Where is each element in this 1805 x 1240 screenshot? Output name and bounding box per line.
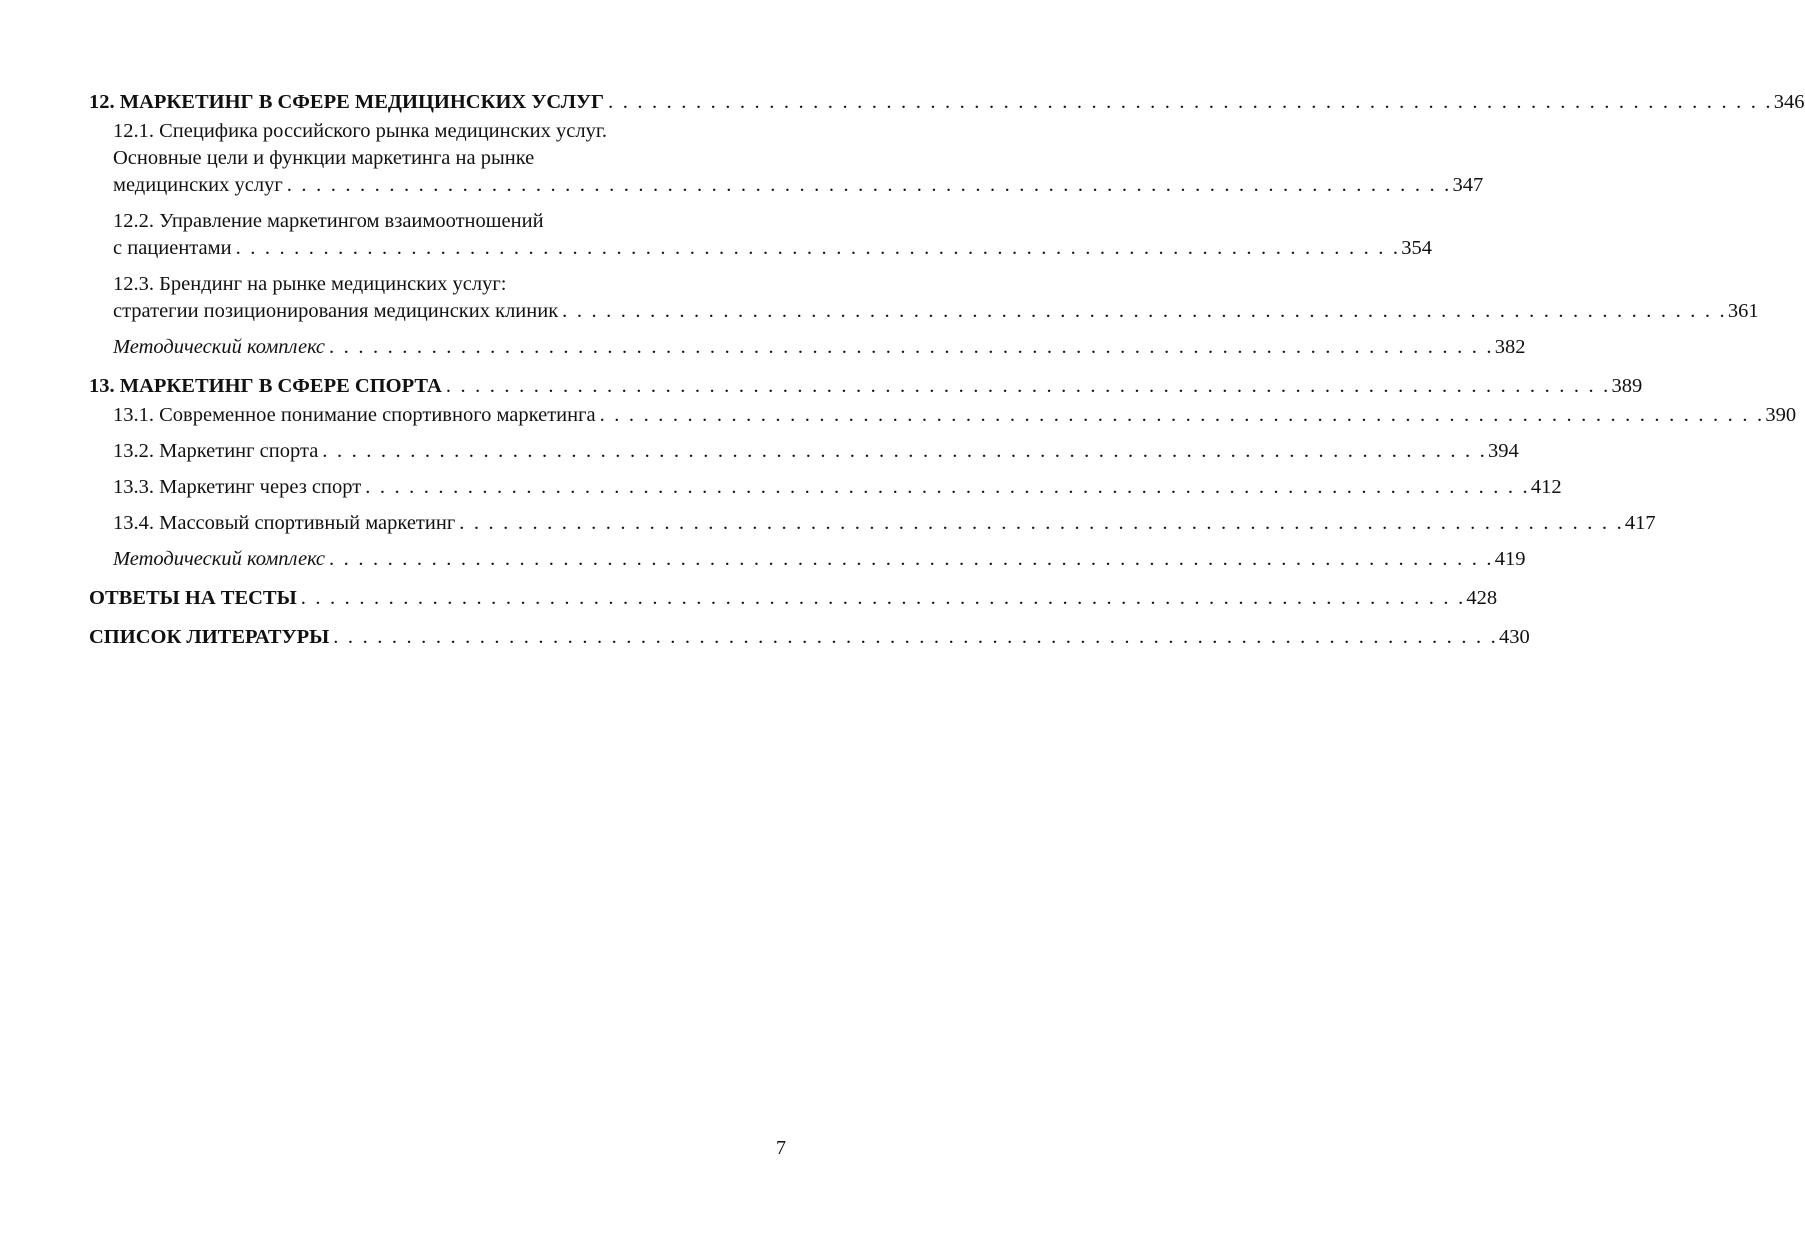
toc-section-title: 13.3. Маркетинг через спорт [113, 476, 362, 498]
toc-page-number: 417 [1624, 512, 1656, 534]
toc-section-title-line: Основные цели и функции маркетинга на рынке [113, 147, 535, 169]
dot-leader: . . . . . . . . . . . . . . . . . . . . . . . . . . . . . . . . . . . . . . . . . . . . . . . . . . . . . . . . . . . . . . . . . . . . . . . . . . . . . . . . [562, 300, 1727, 322]
toc-page-number: 389 [1611, 375, 1643, 397]
toc-chapter-title: ОТВЕТЫ НА ТЕСТЫ [89, 587, 297, 609]
dot-leader: . . . . . . . . . . . . . . . . . . . . . . . . . . . . . . . . . . . . . . . . . . . . . . . . . . . . . . . . . . . . . . . . . . . . . . . . . . . . . . . . [322, 440, 1487, 462]
dot-leader: . . . . . . . . . . . . . . . . . . . . . . . . . . . . . . . . . . . . . . . . . . . . . . . . . . . . . . . . . . . . . . . . . . . . . . . . . . . . . . . . [300, 587, 1466, 609]
toc-section-title-line: стратегии позиционирования медицинских клиник [113, 300, 559, 322]
toc-chapter-13[interactable] [89, 373, 1643, 400]
toc-section-13-4[interactable] [89, 510, 1656, 537]
toc-references[interactable] [89, 624, 1530, 651]
toc-section-title: Методический комплекс [113, 548, 326, 570]
dot-leader: . . . . . . . . . . . . . . . . . . . . . . . . . . . . . . . . . . . . . . . . . . . . . . . . . . . . . . . . . . . . . . . . . . . . . . . . . . . . . . . . [235, 237, 1401, 259]
dot-leader: . . . . . . . . . . . . . . . . . . . . . . . . . . . . . . . . . . . . . . . . . . . . . . . . . . . . . . . . . . . . . . . . . . . . . . . . . . . . . . . . [286, 174, 1452, 196]
toc-page-number: 428 [1466, 587, 1498, 609]
dot-leader: . . . . . . . . . . . . . . . . . . . . . . . . . . . . . . . . . . . . . . . . . . . . . . . . . . . . . . . . . . . . . . . . . . . . . . . . . . . . . . . . [459, 512, 1624, 534]
toc-section-13-2[interactable] [89, 438, 1519, 465]
dot-leader: . . . . . . . . . . . . . . . . . . . . . . . . . . . . . . . . . . . . . . . . . . . . . . . . . . . . . . . . . . . . . . . . . . . . . . . . . . . . . . . . [329, 548, 1494, 570]
toc-page-number: 382 [1494, 336, 1526, 358]
toc-page-number: 390 [1765, 404, 1797, 426]
toc-page-number: 346 [1773, 91, 1805, 113]
toc-chapter-title: 12. МАРКЕТИНГ В СФЕРЕ МЕДИЦИНСКИХ УСЛУГ [89, 91, 605, 113]
toc-page-number: 430 [1498, 626, 1530, 648]
dot-leader: . . . . . . . . . . . . . . . . . . . . . . . . . . . . . . . . . . . . . . . . . . . . . . . . . . . . . . . . . . . . . . . . . . . . . . . . . . . . . . . . [329, 336, 1494, 358]
toc-chapter-12[interactable] [89, 89, 1805, 116]
toc-section-12-2[interactable] [89, 208, 1432, 262]
toc-section-title-line: 12.2. Управление маркетингом взаимоотношений [113, 210, 544, 232]
table-of-contents [89, 89, 1805, 653]
toc-method-complex-12[interactable] [89, 334, 1526, 361]
toc-section-title-line: 12.3. Брендинг на рынке медицинских услуг: [113, 273, 507, 295]
toc-page-number: 412 [1530, 476, 1562, 498]
toc-page-number: 394 [1487, 440, 1519, 462]
toc-section-title-line: медицинских услуг [113, 174, 283, 196]
toc-section-12-3[interactable] [89, 271, 1759, 325]
toc-section-title: 13.1. Современное понимание спортивного маркетинга [113, 404, 596, 426]
toc-answers[interactable] [89, 585, 1498, 612]
toc-section-title-line: 12.1. Специфика российского рынка медицинских услуг. [113, 120, 608, 142]
dot-leader: . . . . . . . . . . . . . . . . . . . . . . . . . . . . . . . . . . . . . . . . . . . . . . . . . . . . . . . . . . . . . . . . . . . . . . . . . . . . . . . . [365, 476, 1530, 498]
toc-section-13-1[interactable] [89, 402, 1797, 429]
toc-section-title: Методический комплекс [113, 336, 326, 358]
toc-section-title: 13.4. Массовый спортивный маркетинг [113, 512, 456, 534]
toc-section-title-line: с пациентами [113, 237, 232, 259]
dot-leader: . . . . . . . . . . . . . . . . . . . . . . . . . . . . . . . . . . . . . . . . . . . . . . . . . . . . . . . . . . . . . . . . . . . . . . . . . . . . . . . . [333, 626, 1498, 648]
toc-page-number: 354 [1401, 237, 1432, 259]
dot-leader: . . . . . . . . . . . . . . . . . . . . . . . . . . . . . . . . . . . . . . . . . . . . . . . . . . . . . . . . . . . . . . . . . . . . . . . . . . . . . . . . [608, 91, 1773, 113]
toc-section-12-1[interactable] [89, 118, 1484, 199]
toc-page-number: 361 [1727, 300, 1759, 322]
toc-method-complex-13[interactable] [89, 546, 1526, 573]
toc-chapter-title: 13. МАРКЕТИНГ В СФЕРЕ СПОРТА [89, 375, 442, 397]
toc-chapter-title: СПИСОК ЛИТЕРАТУРЫ [89, 626, 330, 648]
dot-leader: . . . . . . . . . . . . . . . . . . . . . . . . . . . . . . . . . . . . . . . . . . . . . . . . . . . . . . . . . . . . . . . . . . . . . . . . . . . . . . . . [445, 375, 1611, 397]
toc-page-number: 347 [1452, 174, 1484, 196]
page-number: 7 [776, 1137, 786, 1159]
toc-section-13-3[interactable] [89, 474, 1562, 501]
toc-section-title: 13.2. Маркетинг спорта [113, 440, 319, 462]
toc-page-number: 419 [1494, 548, 1526, 570]
dot-leader: . . . . . . . . . . . . . . . . . . . . . . . . . . . . . . . . . . . . . . . . . . . . . . . . . . . . . . . . . . . . . . . . . . . . . . . . . . . . . . . . [599, 404, 1765, 426]
